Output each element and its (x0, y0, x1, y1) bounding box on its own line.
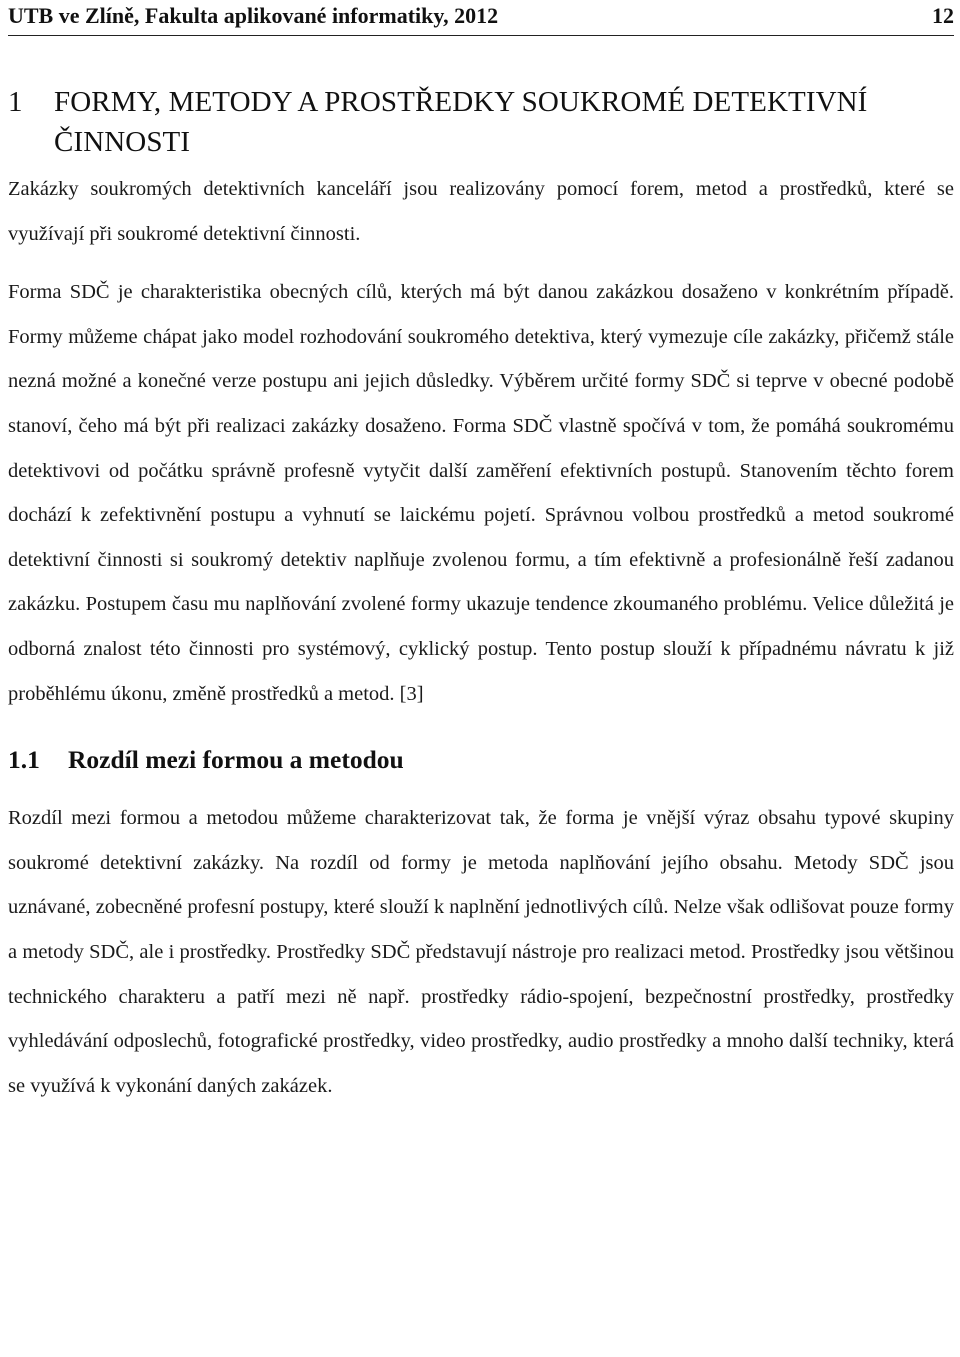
chapter-number: 1 (8, 86, 23, 118)
section-number: 1.1 (8, 745, 40, 775)
intro-paragraph: Zakázky soukromých detektivních kanceláří jsou realizovány pomocí forem, metod a prostředků, které se využívají při soukromé detektivní činnosti. (8, 178, 954, 245)
page-number: 12 (932, 3, 954, 28)
running-header (8, 0, 954, 36)
section-title: Rozdíl mezi formou a metodou (68, 745, 404, 775)
section-heading (8, 740, 954, 780)
document-page (8, 0, 954, 1108)
header-institution: UTB ve Zlíně, Fakulta aplikované informatiky, 2012 (8, 3, 499, 28)
chapter-heading (8, 82, 954, 162)
form-definition-paragraph: Forma SDČ je charakteristika obecných cílů, kterých má být danou zakázkou dosaženo v konkrétním případě. Formy můžeme chápat jako model rozhodování soukromého detektiva, který vymezuje cíle zakázky, přičemž stále nezná možné a konečné verze postupu ani jejich důsledky. Výběrem určité formy SDČ si teprve v obecné podobě stanoví, čeho má být při realizaci zakázky dosaženo. Forma SDČ vlastně spočívá v tom, že pomáhá soukromému detektivovi od počátku správně profesně vytyčit další zaměření efektivních postupů. Stanovením těchto forem dochází k zefektivnění postupu a vyhnutí se laickému pojetí. Správnou volbou prostředků a metod soukromé detektivní činnosti si soukromý detektiv naplňuje zvolenou formu, a tím efektivně a profesionálně řeší zadanou zakázku. Postupem času mu naplňování zvolené formy ukazuje tendence zkoumaného problému. Velice důležitá je odborná znalost této činnosti pro systémový, cyklický postup. Tento postup slouží k případnému návratu k již proběhlému úkonu, změně prostředků a metod. [3] (8, 281, 954, 705)
chapter-title: FORMY, METODY A PROSTŘEDKY SOUKROMÉ DETEKTIVNÍ ČINNOSTI (54, 86, 868, 158)
section-paragraph: Rozdíl mezi formou a metodou můžeme charakterizovat tak, že forma je vnější výraz obsahu typové skupiny soukromé detektivní zakázky. Na rozdíl od formy je metoda naplňování jejího obsahu. Metody SDČ jsou uznávané, zobecněné profesní postupy, které slouží k naplnění jednotlivých cílů. Nelze však odlišovat pouze formy a metody SDČ, ale i prostředky. Prostředky SDČ představují nástroje pro realizaci metod. Prostředky jsou většinou technického charakteru a patří mezi ně např. prostředky rádio-spojení, bezpečnostní prostředky, prostředky vyhledávání odposlechů, fotografické prostředky, video prostředky, audio prostředky a mnoho další techniky, která se využívá k vykonání daných zakázek. (8, 807, 954, 1097)
